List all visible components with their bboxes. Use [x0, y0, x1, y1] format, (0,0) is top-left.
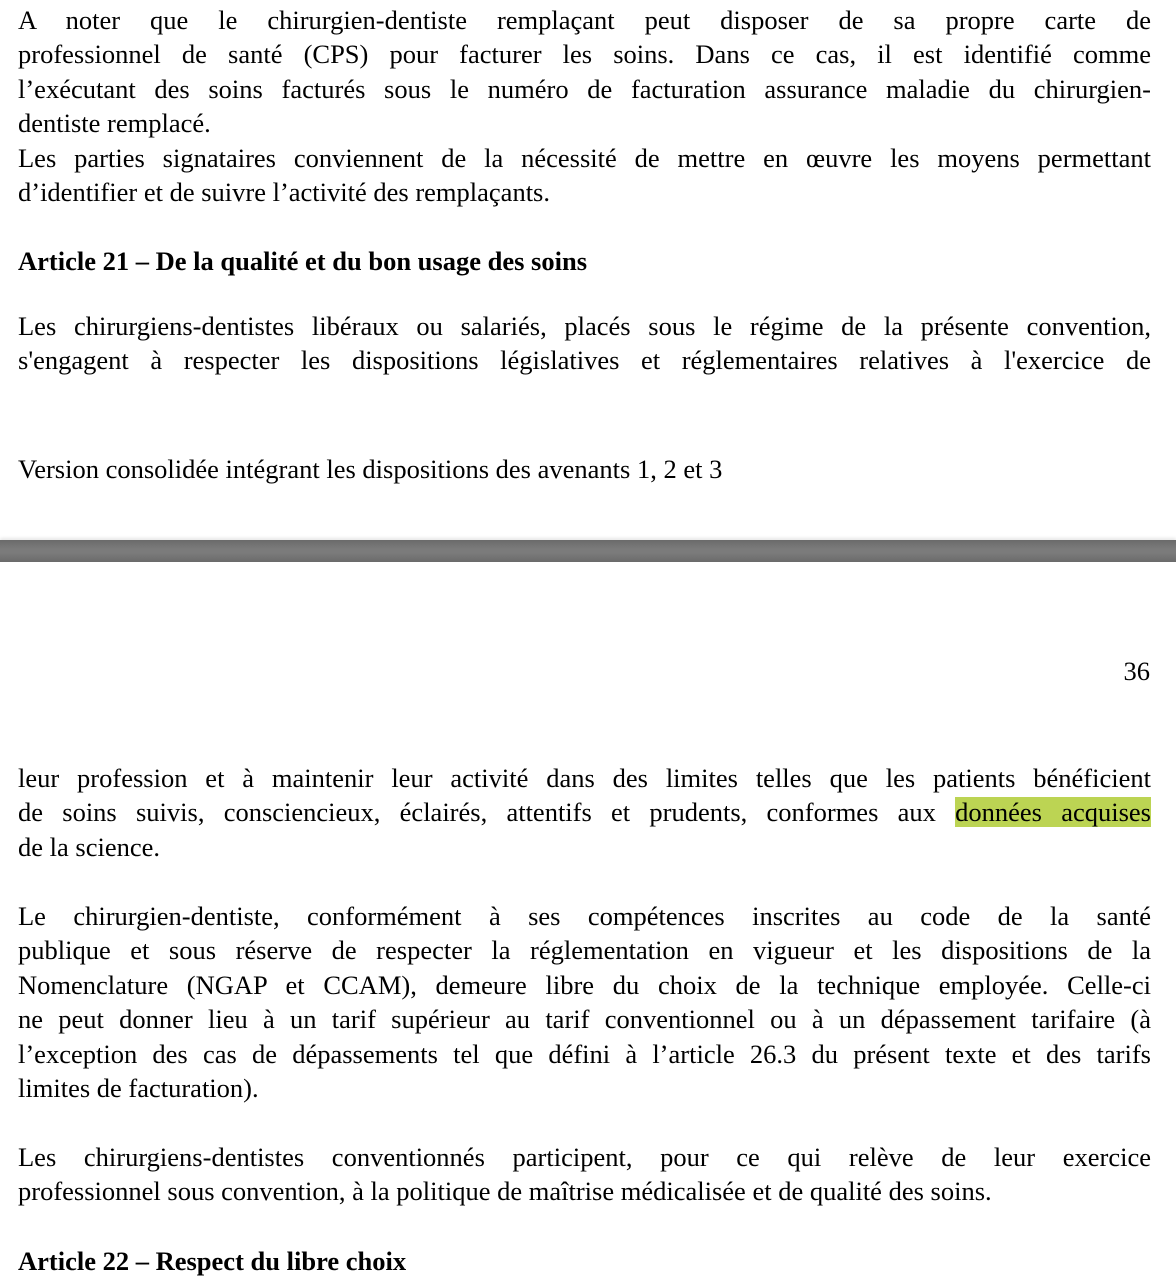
text-line: Les chirurgiens-dentistes libéraux ou salariés, placés sous le régime de la présente convention,	[18, 311, 1151, 341]
text-line: publique et sous réserve de respecter la réglementation en vigueur et les dispositions de la	[18, 935, 1151, 965]
article-22-heading: Article 22 – Respect du libre choix	[18, 1246, 407, 1276]
text-line: Les chirurgiens-dentistes conventionnés participent, pour ce qui relève de leur exercice	[18, 1142, 1151, 1172]
text-line: professionnel de santé (CPS) pour facturer les soins. Dans ce cas, il est identifié comme	[18, 39, 1151, 69]
highlighted-text[interactable]: données acquises	[955, 797, 1151, 827]
text-line: l’exécutant des soins facturés sous le numéro de facturation assurance maladie du chirurgien-	[18, 74, 1151, 104]
text-line: d’identifier et de suivre l’activité des remplaçants.	[18, 177, 550, 207]
text-line: l’exception des cas de dépassements tel que défini à l’article 26.3 du présent texte et des tarifs	[18, 1039, 1151, 1069]
text-fragment: de soins suivis, consciencieux, éclairés, attentifs et prudents, conformes aux	[18, 797, 956, 827]
page-footer: Version consolidée intégrant les dispositions des avenants 1, 2 et 3	[18, 454, 723, 484]
text-line: Les parties signataires conviennent de la nécessité de mettre en œuvre les moyens permettant	[18, 143, 1151, 173]
page-number: 36	[1123, 656, 1150, 686]
text-line: A noter que le chirurgien-dentiste remplaçant peut disposer de sa propre carte de	[18, 5, 1151, 35]
text-line-with-highlight	[18, 795, 1151, 829]
document-page-36	[0, 562, 1176, 1282]
text-line: limites de facturation).	[18, 1073, 259, 1103]
text-line: Nomenclature (NGAP et CCAM), demeure libre du choix de la technique employée. Celle-ci	[18, 970, 1151, 1000]
text-line: de la science.	[18, 832, 160, 862]
text-line: s'engagent à respecter les dispositions législatives et réglementaires relatives à l'exercice de	[18, 345, 1151, 375]
text-line: ne peut donner lieu à un tarif supérieur au tarif conventionnel ou à un dépassement tarifaire (à	[18, 1004, 1151, 1034]
page-separator	[0, 540, 1176, 562]
text-line: dentiste remplacé.	[18, 108, 211, 138]
article-21-heading: Article 21 – De la qualité et du bon usage des soins	[18, 246, 588, 276]
document-page-35	[0, 0, 1176, 540]
text-line: leur profession et à maintenir leur activité dans des limites telles que les patients bénéficient	[18, 763, 1151, 793]
text-line: professionnel sous convention, à la politique de maîtrise médicalisée et de qualité des soins.	[18, 1176, 992, 1206]
text-line: Le chirurgien-dentiste, conformément à ses compétences inscrites au code de la santé	[18, 901, 1151, 931]
